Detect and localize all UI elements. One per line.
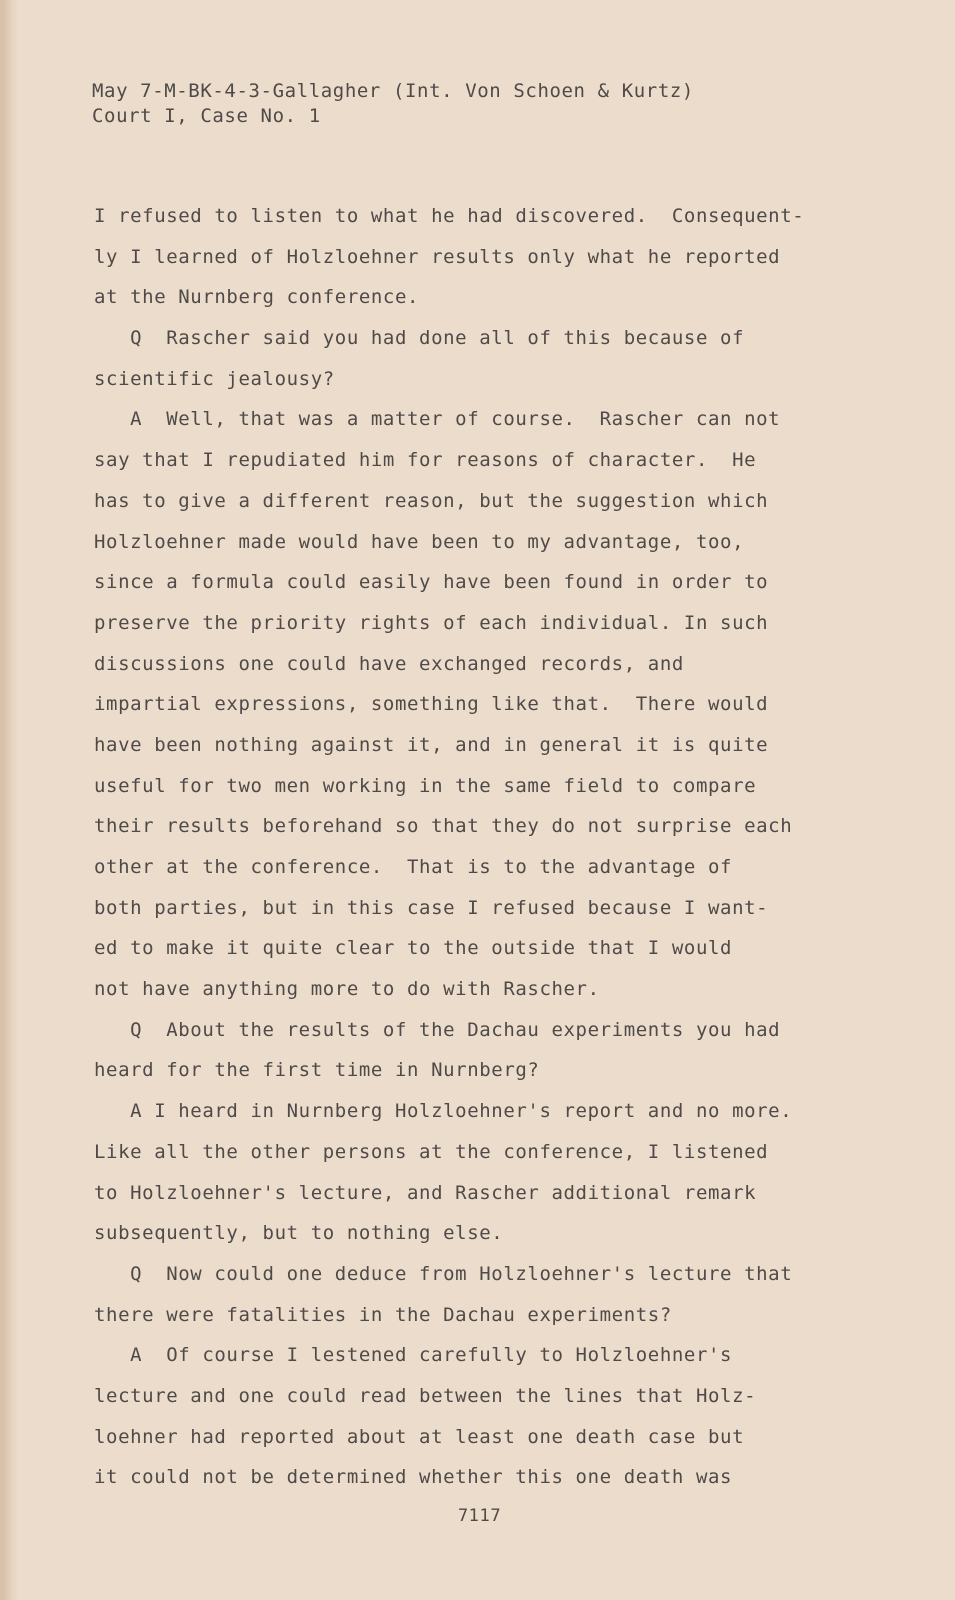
transcript-line: subsequently, but to nothing else. [94,1222,504,1245]
transcript-line: at the Nurnberg conference. [94,286,420,309]
torn-paper-edge [2,0,18,1600]
transcript-line: impartial expressions, something like that. There would [94,693,769,716]
transcript-line: has to give a different reason, but the suggestion which [94,489,769,512]
header-line-2: Court I, Case No. 1 [92,105,321,127]
transcript-line: scientific jealousy? [94,367,335,390]
transcript-line: Like all the other persons at the conference, I listened [94,1140,769,1163]
transcript-line: useful for two men working in the same field to compare [94,774,757,797]
transcript-line: preserve the priority rights of each individual. In such [94,611,769,634]
transcript-line: Q Now could one deduce from Holzloehner's lecture that [94,1262,793,1285]
header-line-1: May 7-M-BK-4-3-Gallagher (Int. Von Schoen & Kurtz) [92,80,694,102]
transcript-line: I refused to listen to what he had discovered. Consequent- [94,205,805,227]
transcript-line: Holzloehner made would have been to my advantage, too, [94,530,745,553]
transcript-line: not have anything more to do with Rascher. [94,978,600,1001]
transcript-line: ly I learned of Holzloehner results only what he reported [94,245,781,268]
transcript-line: since a formula could easily have been found in order to [94,571,769,594]
transcript-line: A Of course I lestened carefully to Holzloehner's [94,1344,733,1367]
transcript-line: lecture and one could read between the lines that Holz- [94,1384,757,1407]
transcript-line: A I heard in Nurnberg Holzloehner's report and no more. [94,1100,793,1123]
document-header [92,79,694,129]
transcript-line: there were fatalities in the Dachau experiments? [94,1303,672,1326]
transcript-line: A Well, that was a matter of course. Rascher can not [94,408,781,431]
transcript-line: their results beforehand so that they do not surprise each [94,815,793,838]
transcript-line: discussions one could have exchanged records, and [94,652,684,675]
transcript-line: ed to make it quite clear to the outside that I would [94,937,733,960]
transcript-line: have been nothing against it, and in general it is quite [94,733,769,756]
transcript-line: Q Rascher said you had done all of this because of [94,327,745,350]
transcript-line: say that I repudiated him for reasons of character. He [94,449,757,472]
transcript-line: other at the conference. That is to the advantage of [94,856,733,878]
transcript-line: to Holzloehner's lecture, and Rascher additional remark [94,1181,757,1204]
transcript-line: both parties, but in this case I refused because I want- [94,896,769,919]
transcript-body [94,196,864,1498]
transcript-line: heard for the first time in Nurnberg? [94,1059,540,1082]
transcript-line: it could not be determined whether this one death was [94,1466,733,1489]
transcript-line: loehner had reported about at least one death case but [94,1425,745,1448]
transcript-line: Q About the results of the Dachau experiments you had [94,1018,781,1041]
page-number: 7117 [457,1506,502,1526]
